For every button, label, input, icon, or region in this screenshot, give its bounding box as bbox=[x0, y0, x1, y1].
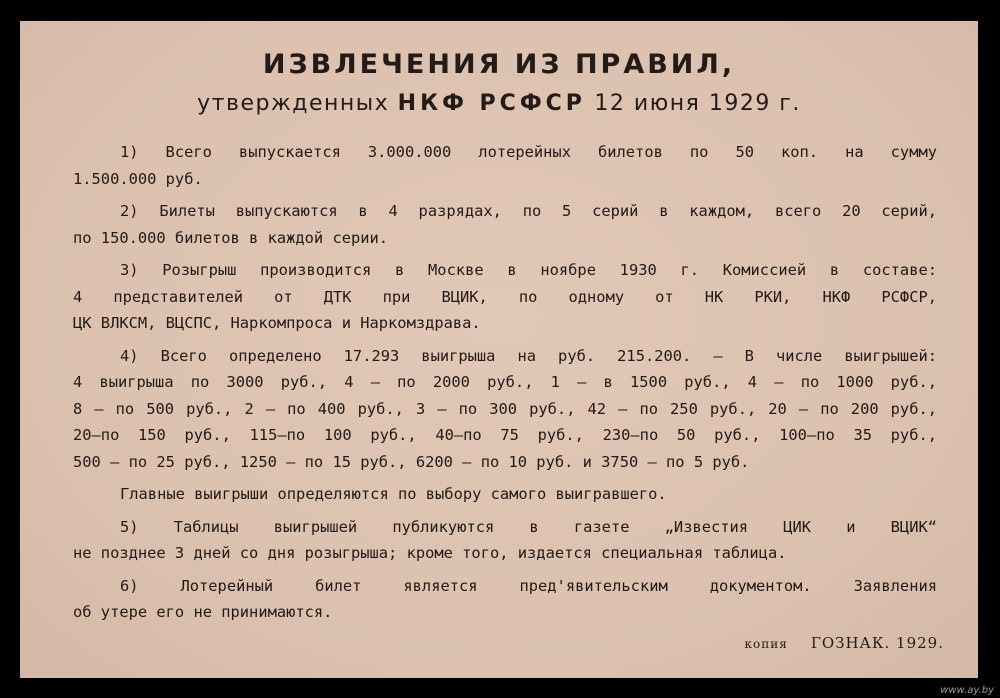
rule-paragraph bbox=[73, 573, 937, 626]
rule-line: 4 выигрыша по 3000 руб., 4 — по 2000 руб., 1 — в 1500 руб., 4 — по 1000 руб., bbox=[73, 373, 937, 391]
rule-line: 4 представителей от ДТК при ВЦИК, по одному от НК РКИ, НКФ РСФСР, bbox=[73, 287, 937, 306]
rule-line: 1.500.000 руб. bbox=[73, 169, 203, 188]
rule-line: 3) Розыгрыш производится в Москве в ноябре 1930 г. Комиссией в составе: bbox=[120, 261, 937, 279]
footer-publisher: ГОЗНАК. 1929. bbox=[810, 634, 944, 652]
rule-paragraph bbox=[73, 139, 937, 192]
rule-paragraph bbox=[73, 343, 937, 476]
rule-line: 2) Билеты выпускаются в 4 разрядах, по 5 серий в каждом, всего 20 серий, bbox=[120, 202, 937, 220]
rule-line: Главные выигрыши определяются по выбору самого выигравшего. bbox=[120, 485, 667, 503]
rule-line: 500 — по 25 руб., 1250 — по 15 руб., 6200 — по 10 руб. и 3750 — по 5 руб. bbox=[73, 452, 750, 471]
subtitle-prefix: утвержденных bbox=[197, 91, 390, 116]
rule-line: 4) Всего определено 17.293 выигрыша на руб. 215.200. — В числе выигрышей: bbox=[120, 346, 937, 365]
rule-paragraph bbox=[73, 514, 937, 567]
rule-paragraph bbox=[73, 198, 937, 251]
subtitle-org: НКФ РСФСР bbox=[397, 91, 586, 116]
rules-body bbox=[73, 139, 937, 632]
rule-line: 1) Всего выпускается 3.000.000 лотерейных билетов по 50 коп. на сумму bbox=[120, 143, 937, 161]
document-footer bbox=[745, 633, 945, 652]
document-title: ИЗВЛЕЧЕНИЯ ИЗ ПРАВИЛ, bbox=[262, 49, 736, 80]
lottery-rules-sheet bbox=[20, 21, 978, 678]
rule-line: об утере его не принимаются. bbox=[73, 603, 333, 621]
rule-paragraph bbox=[73, 481, 937, 508]
document-subtitle bbox=[20, 91, 978, 116]
rule-line: 5) Таблицы выигрышей публикуются в газете „Известия ЦИК и ВЦИК“ bbox=[120, 517, 937, 536]
rule-line: по 150.000 билетов в каждой серии. bbox=[73, 228, 389, 247]
site-watermark: www.ay.by bbox=[940, 685, 994, 696]
rule-line: 6) Лотерейный билет является пред'явительским документом. Заявления bbox=[120, 576, 937, 595]
rule-line: ЦК ВЛКСМ, ВЦСПС, Наркомпроса и Наркомздрава. bbox=[73, 314, 481, 332]
rule-line: 8 — по 500 руб., 2 — по 400 руб., 3 — по 300 руб., 42 — по 250 руб., 20 — по 200 руб., bbox=[73, 399, 937, 418]
rule-paragraph bbox=[73, 257, 937, 337]
rule-line: 20—по 150 руб., 115—по 100 руб., 40—по 75 руб., 230—по 50 руб., 100—по 35 руб., bbox=[73, 426, 937, 444]
footer-copy-label: копия bbox=[744, 637, 788, 651]
rule-line: не позднее 3 дней со дня розыгрыша; кроме того, издается специальная таблица. bbox=[73, 544, 787, 562]
subtitle-date: 12 июня 1929 г. bbox=[594, 91, 801, 116]
